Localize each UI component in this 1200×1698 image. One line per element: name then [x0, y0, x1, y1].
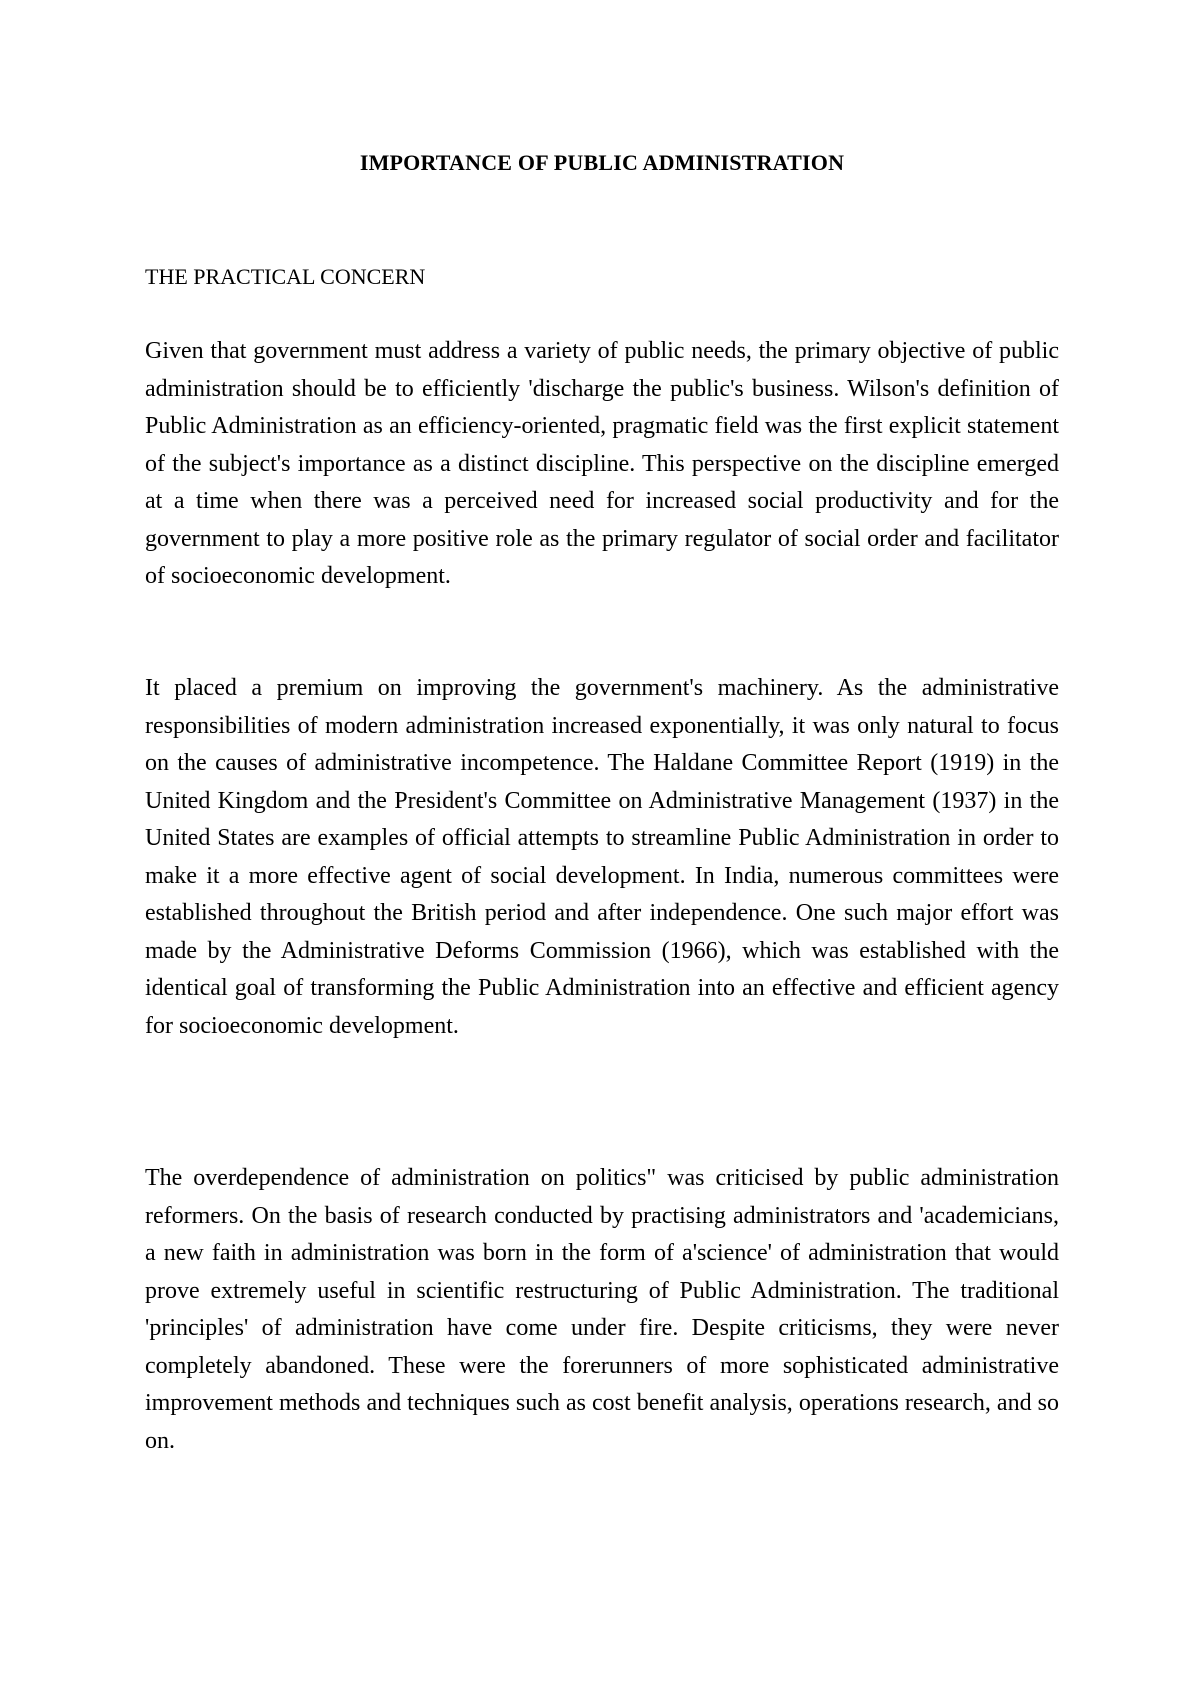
document-title: IMPORTANCE OF PUBLIC ADMINISTRATION — [359, 150, 845, 175]
paragraph-1: Given that government must address a variety of public needs, the primary objective of public administration should be to efficiently 'discharge the public's business. Wilson's definition of Public Administration as an efficiency-oriented, pragmatic field was the first explicit statement of the subject's importance as a distinct discipline. This perspective on the discipline emerged at a time when there was a perceived need for increased social productivity and for the government to play a more positive role as the primary regulator of social order and facilitator of socioeconomic development. — [145, 338, 1059, 589]
paragraph-2: It placed a premium on improving the government's machinery. As the administrative responsibilities of modern administration increased exponentially, it was only natural to focus on the causes of administrative incompetence. The Haldane Committee Report (1919) in the United Kingdom and the President's Committee on Administrative Management (1937) in the United States are examples of official attempts to streamline Public Administration in order to make it a more effective agent of social development. In India, numerous committees were established throughout the British period and after independence. One such major effort was made by the Administrative Deforms Commission (1966), which was established with the identical goal of transforming the Public Administration into an effective and efficient agency for socioeconomic development. — [145, 675, 1059, 1039]
paragraph-3: The overdependence of administration on politics" was criticised by public administration reformers. On the basis of research conducted by practising administrators and 'academicians, a new faith in administration was born in the form of a'science' of administration that would prove extremely useful in scientific restructuring of Public Administration. The traditional 'principles' of administration have come under fire. Despite criticisms, they were never completely abandoned. These were the forerunners of more sophisticated administrative improvement methods and techniques such as cost benefit analysis, operations research, and so on. — [145, 1165, 1059, 1454]
section-heading: THE PRACTICAL CONCERN — [145, 264, 426, 289]
